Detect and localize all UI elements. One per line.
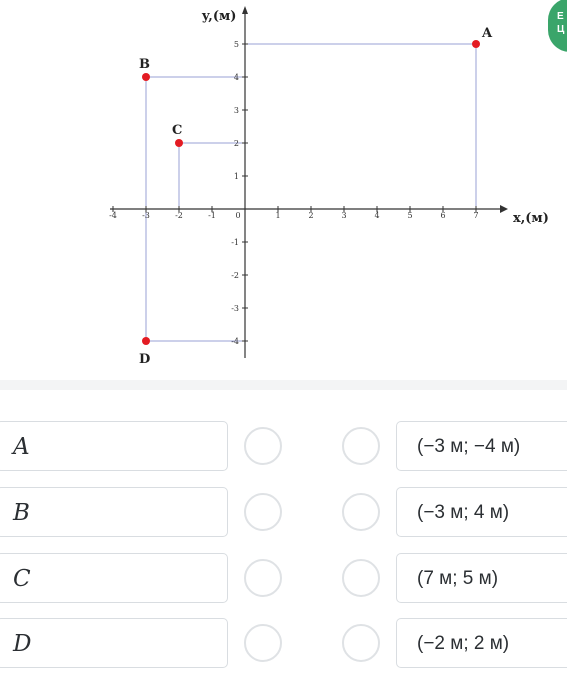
point-label-b: B	[139, 57, 150, 72]
radio-right-2[interactable]	[342, 493, 380, 531]
section-separator	[0, 380, 567, 390]
y-tick-label: 2	[233, 139, 239, 148]
radio-left-d[interactable]	[244, 624, 282, 662]
right-item-label: (7 м; 5 м)	[417, 568, 499, 589]
radio-left-b[interactable]	[244, 493, 282, 531]
x-tick-label: -2	[175, 211, 183, 220]
point-label-a: A	[482, 26, 493, 41]
left-item-a	[0, 421, 228, 471]
x-tick-label: 2	[308, 211, 314, 220]
left-item-c	[0, 553, 228, 603]
left-item-label: B	[13, 500, 30, 526]
y-tick-label: 3	[233, 106, 239, 115]
x-tick-label: 3	[341, 211, 347, 220]
right-item-2	[396, 487, 567, 537]
y-axis-label: y,(м)	[202, 9, 237, 24]
y-tick-label: -4	[231, 337, 239, 346]
x-axis-arrow	[500, 205, 508, 213]
y-tick-label: -2	[231, 271, 239, 280]
x-tick-label: -1	[208, 211, 216, 220]
corner-badge[interactable]: Е Ц	[548, 0, 567, 52]
point-a	[472, 40, 480, 48]
radio-right-4[interactable]	[342, 624, 380, 662]
right-item-1	[396, 421, 567, 471]
right-item-4	[396, 618, 567, 668]
radio-left-a[interactable]	[244, 427, 282, 465]
left-item-b	[0, 487, 228, 537]
x-tick-label: 4	[374, 211, 380, 220]
radio-right-1[interactable]	[342, 427, 380, 465]
y-tick-label: 1	[233, 172, 239, 181]
point-d	[142, 337, 150, 345]
right-item-3	[396, 553, 567, 603]
point-label-d: D	[139, 352, 151, 367]
x-tick-label: -4	[109, 211, 117, 220]
right-item-label: (−3 м; −4 м)	[417, 436, 521, 457]
x-tick-label: -3	[142, 211, 150, 220]
y-tick-label: -1	[231, 238, 239, 247]
x-tick-label: 5	[407, 211, 413, 220]
x-tick-label: 7	[473, 211, 479, 220]
x-axis-label: x,(м)	[513, 211, 549, 226]
y-tick-label: 5	[233, 40, 239, 49]
point-c	[175, 139, 183, 147]
y-axis-arrow	[242, 6, 248, 14]
left-item-label: C	[13, 566, 31, 592]
x-tick-label: 1	[275, 211, 281, 220]
left-item-d	[0, 618, 228, 668]
right-item-label: (−2 м; 2 м)	[417, 633, 510, 654]
origin-label: 0	[235, 211, 241, 220]
radio-left-c[interactable]	[244, 559, 282, 597]
y-tick-label: -3	[231, 304, 239, 313]
radio-right-3[interactable]	[342, 559, 380, 597]
x-tick-label: 6	[440, 211, 446, 220]
y-tick-label: 4	[233, 73, 239, 82]
right-item-label: (−3 м; 4 м)	[417, 502, 510, 523]
point-label-c: C	[172, 123, 183, 138]
left-item-label: A	[13, 434, 30, 460]
left-item-label: D	[13, 631, 32, 657]
point-b	[142, 73, 150, 81]
matching-panel	[0, 390, 567, 698]
